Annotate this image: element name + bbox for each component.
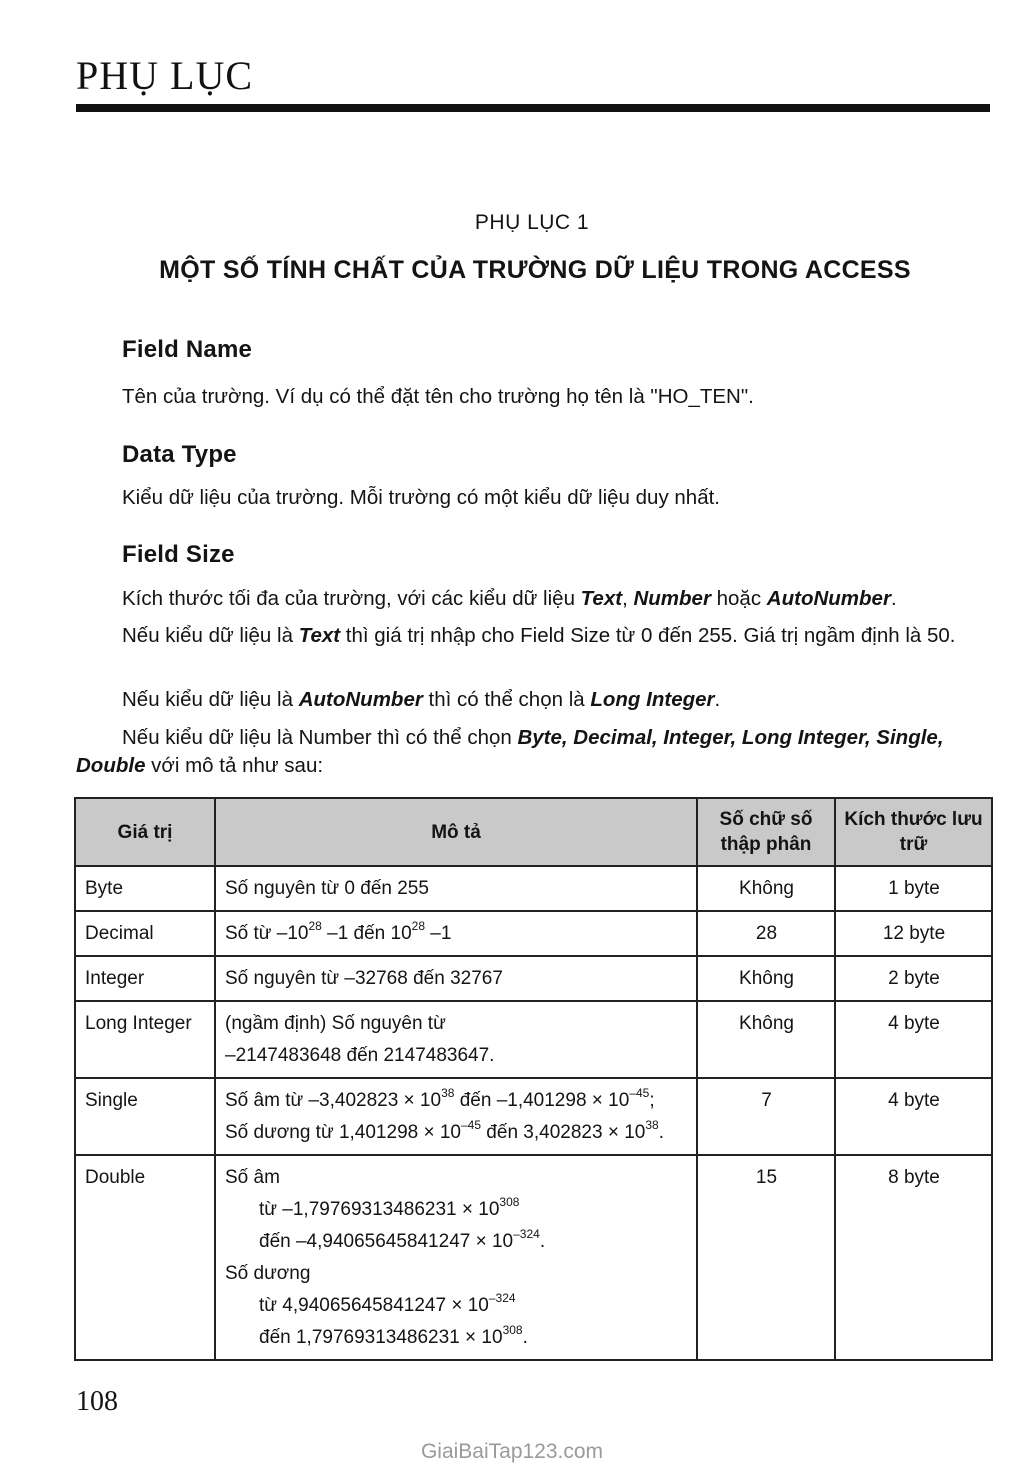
field-size-paragraph-2	[76, 622, 990, 650]
description-line: –2147483648 đến 2147483647.	[225, 1045, 495, 1066]
exponent: 28	[411, 919, 426, 933]
emphasis-text: Text	[298, 624, 341, 647]
description-line: Số dương	[225, 1263, 311, 1284]
table-row	[75, 1155, 992, 1360]
text-run: Nếu kiểu dữ liệu là	[122, 624, 299, 647]
field-name-text: Tên của trường. Ví dụ có thể đặt tên cho trường họ tên là "HO_TEN".	[122, 385, 754, 408]
table-row	[75, 866, 992, 911]
description-line: đến $-4,94065645841247 \times 10^{-324}$.	[259, 1227, 546, 1252]
exponent: 38	[645, 1118, 659, 1132]
description-line: từ $-1,79769313486231 \times 10^{308}$	[259, 1195, 520, 1220]
exponent: –324	[488, 1291, 516, 1305]
table-row	[75, 911, 992, 956]
cell-description	[215, 866, 697, 911]
exponent: 28	[308, 919, 322, 933]
exponent: –324	[513, 1227, 540, 1241]
cell-description	[215, 911, 697, 956]
page-header-title: PHỤ LỤC	[76, 53, 254, 98]
cell-storage-size: 4 byte	[835, 1001, 992, 1078]
table-row	[75, 956, 992, 1001]
cell-description	[215, 956, 697, 1001]
section-heading-field-size: Field Size	[122, 541, 235, 568]
emphasis-number-types: Byte, Decimal, Integer, Long Integer, Single, Double	[76, 726, 944, 777]
column-header-decimals: Số chữ số thập phân	[697, 798, 835, 866]
text-run: .	[714, 688, 721, 711]
data-type-text: Kiểu dữ liệu của trường. Mỗi trường có một kiểu dữ liệu duy nhất.	[122, 486, 720, 509]
cell-decimals: Không	[697, 956, 835, 1001]
page-number: 108	[76, 1386, 118, 1417]
cell-description	[215, 1001, 697, 1078]
cell-description	[215, 1078, 697, 1155]
exponent: –45	[629, 1086, 650, 1100]
field-size-paragraph-4	[76, 724, 990, 780]
cell-decimals: 15	[697, 1155, 835, 1360]
cell-storage-size: 1 byte	[835, 866, 992, 911]
text-run: thì có thể chọn là	[422, 688, 591, 711]
cell-value: Integer	[75, 956, 215, 1001]
appendix-title: MỘT SỐ TÍNH CHẤT CỦA TRƯỜNG DỮ LIỆU TRONG ACCESS	[159, 256, 911, 284]
emphasis-autonumber: AutoNumber	[766, 587, 891, 610]
cell-storage-size: 4 byte	[835, 1078, 992, 1155]
text-run: ,	[622, 587, 634, 610]
column-header-storage-size: Kích thước lưu trữ	[835, 798, 992, 866]
column-header-description: Mô tả	[215, 798, 697, 866]
description-line: Số từ $-10^{28}$ –1 đến $10^{28}$ –1	[225, 919, 452, 944]
header-rule	[76, 104, 990, 112]
section-heading-data-type: Data Type	[122, 441, 237, 468]
text-run: .	[890, 587, 897, 610]
description-line: Số nguyên từ –32768 đến 32767	[225, 968, 503, 989]
cell-decimals: 28	[697, 911, 835, 956]
cell-value: Long Integer	[75, 1001, 215, 1078]
exponent: –45	[461, 1118, 482, 1132]
cell-storage-size: 12 byte	[835, 911, 992, 956]
text-run: với mô tả như sau:	[145, 754, 324, 777]
text-run: Nếu kiểu dữ liệu là	[122, 688, 299, 711]
cell-description	[215, 1155, 697, 1360]
field-size-paragraph-1	[122, 585, 990, 613]
emphasis-text: Text	[580, 587, 623, 610]
description-line: Số nguyên từ 0 đến 255	[225, 878, 429, 899]
text-run: hoặc	[710, 587, 767, 610]
cell-decimals: 7	[697, 1078, 835, 1155]
table-header-row	[75, 798, 992, 866]
cell-value: Decimal	[75, 911, 215, 956]
exponent: 308	[502, 1323, 523, 1337]
field-size-paragraph-3	[122, 686, 990, 714]
cell-storage-size: 2 byte	[835, 956, 992, 1001]
emphasis-autonumber: AutoNumber	[298, 688, 423, 711]
description-line: Số âm từ $-3,402823 \times 10^{38}$ đến $-1,401298 \times 10^{-45}$;	[225, 1086, 655, 1111]
description-line: Số dương từ $1,401298 \times 10^{-45}$ đến $3,402823 \times 10^{38}$.	[225, 1118, 664, 1143]
description-line: đến $1,79769313486231 \times 10^{308}$.	[259, 1323, 528, 1348]
cell-value: Single	[75, 1078, 215, 1155]
cell-value: Byte	[75, 866, 215, 911]
text-run: thì giá trị nhập cho Field Size từ 0 đến 255. Giá trị ngầm định là 50.	[340, 624, 956, 647]
cell-decimals: Không	[697, 1001, 835, 1078]
table-body	[75, 866, 992, 1360]
exponent: 38	[441, 1086, 455, 1100]
cell-value: Double	[75, 1155, 215, 1360]
description-line: Số âm	[225, 1167, 280, 1188]
number-field-size-table	[74, 797, 993, 1361]
cell-decimals: Không	[697, 866, 835, 911]
emphasis-long-integer: Long Integer	[590, 688, 715, 711]
description-line: (ngầm định) Số nguyên từ	[225, 1013, 446, 1034]
table-row	[75, 1078, 992, 1155]
column-header-value: Giá trị	[75, 798, 215, 866]
table-row	[75, 1001, 992, 1078]
description-line: từ $4,94065645841247 \times 10^{-324}$	[259, 1291, 516, 1316]
watermark: GiaiBaiTap123.com	[420, 1440, 604, 1463]
cell-storage-size: 8 byte	[835, 1155, 992, 1360]
appendix-label: PHỤ LỤC 1	[474, 211, 590, 234]
text-run: Nếu kiểu dữ liệu là Number thì có thể chọn	[122, 726, 518, 749]
emphasis-number: Number	[633, 587, 711, 610]
section-heading-field-name: Field Name	[122, 336, 253, 363]
text-run: Kích thước tối đa của trường, với các kiểu dữ liệu	[122, 587, 581, 610]
exponent: 308	[499, 1195, 520, 1209]
